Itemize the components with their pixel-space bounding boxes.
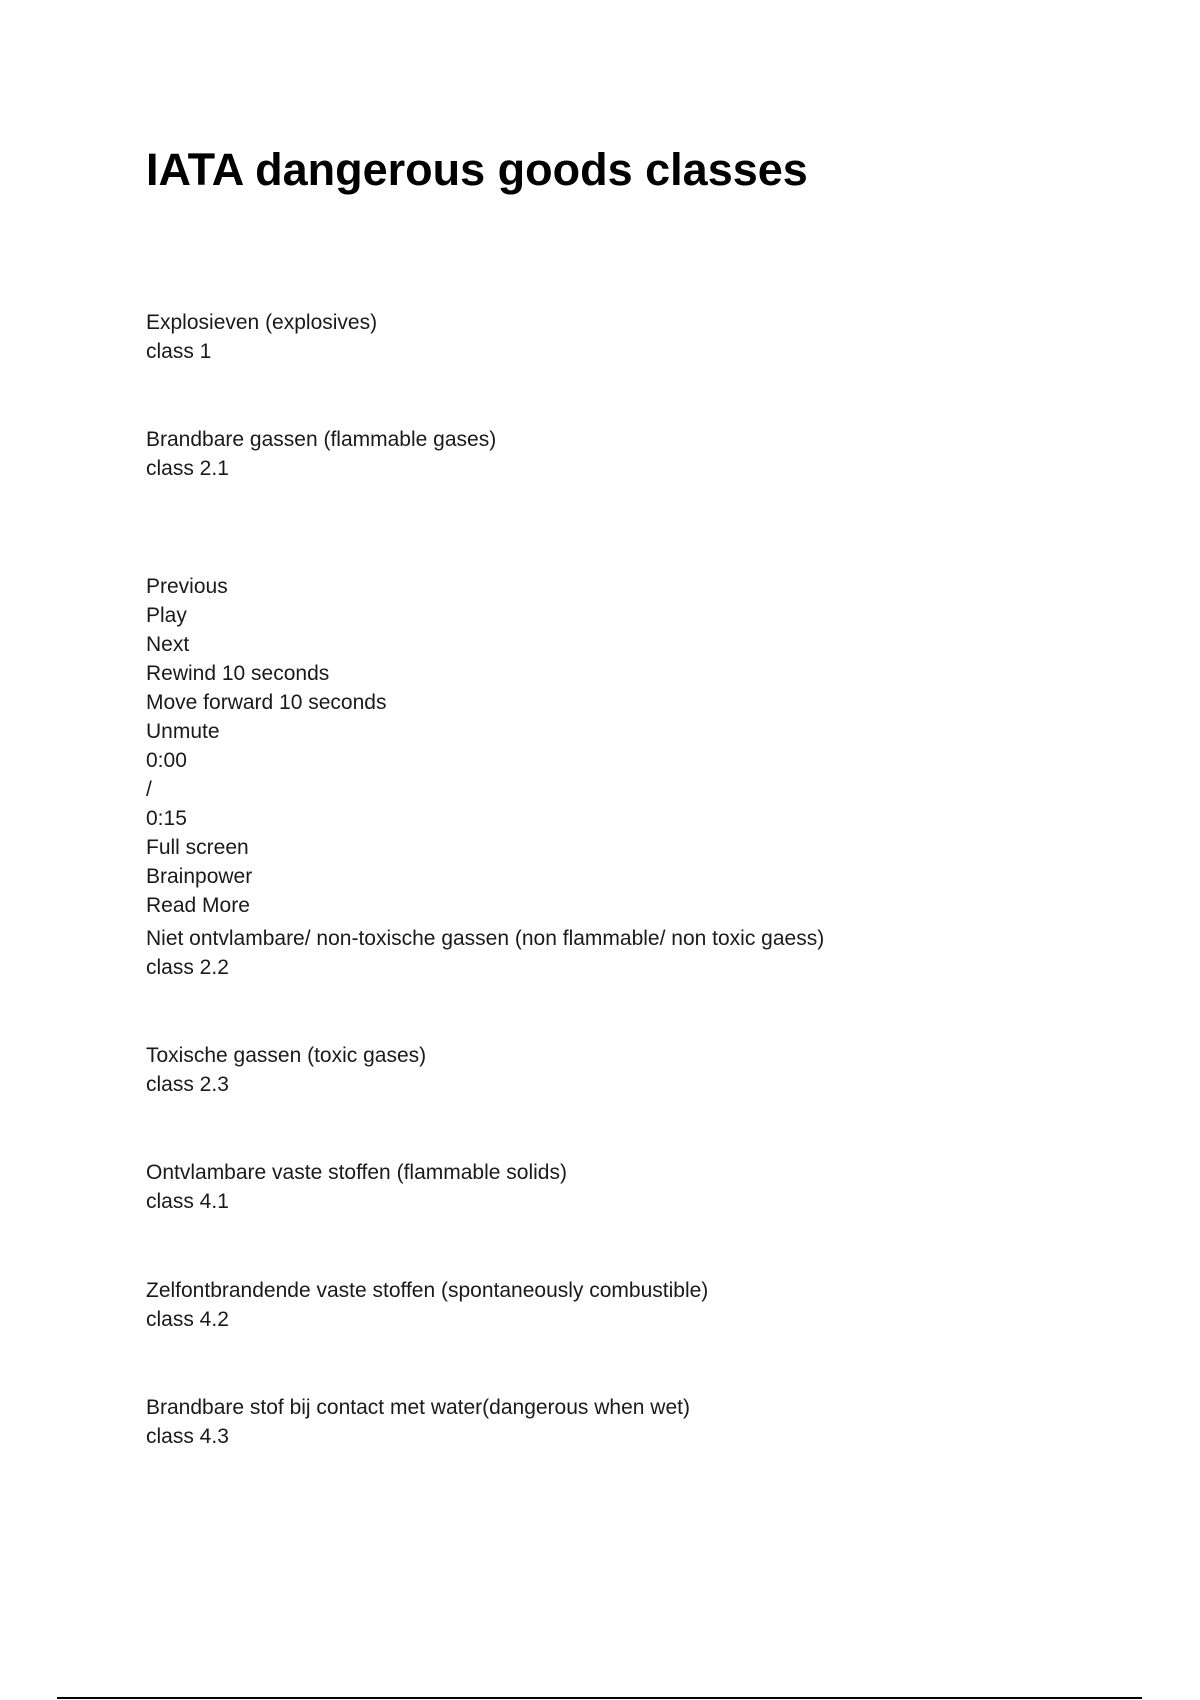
class-entry-2-3 (146, 1041, 426, 1099)
class-name: Ontvlambare vaste stoffen (flammable solids) (146, 1161, 567, 1184)
unmute-button[interactable]: Unmute (146, 720, 220, 743)
previous-button[interactable]: Previous (146, 575, 228, 598)
read-more-link[interactable]: Read More (146, 894, 250, 917)
forward-button[interactable]: Move forward 10 seconds (146, 691, 387, 714)
class-entry-1 (146, 308, 377, 366)
class-label: class 2.1 (146, 457, 229, 480)
brand-link[interactable]: Brainpower (146, 865, 253, 888)
class-label: class 2.3 (146, 1073, 229, 1096)
footer-divider (57, 1697, 1142, 1699)
current-time: 0:00 (146, 749, 187, 772)
time-separator: / (146, 778, 152, 801)
class-entry-4-1 (146, 1158, 567, 1216)
video-player-controls (146, 572, 386, 920)
class-name: Brandbare stof bij contact met water(dangerous when wet) (146, 1396, 690, 1419)
rewind-button[interactable]: Rewind 10 seconds (146, 662, 330, 685)
play-button[interactable]: Play (146, 604, 187, 627)
page-title: IATA dangerous goods classes (146, 144, 808, 195)
class-label: class 4.2 (146, 1308, 229, 1331)
class-label: class 4.1 (146, 1190, 229, 1213)
class-entry-4-3 (146, 1393, 690, 1451)
class-name: Toxische gassen (toxic gases) (146, 1044, 427, 1067)
class-label: class 4.3 (146, 1425, 229, 1448)
class-name: Brandbare gassen (flammable gases) (146, 428, 497, 451)
class-label: class 2.2 (146, 956, 229, 979)
class-name: Explosieven (explosives) (146, 311, 378, 334)
class-label: class 1 (146, 340, 212, 363)
class-entry-2-2 (146, 924, 824, 982)
duration: 0:15 (146, 807, 187, 830)
next-button[interactable]: Next (146, 633, 190, 656)
class-name: Zelfontbrandende vaste stoffen (spontaneously combustible) (146, 1279, 709, 1302)
fullscreen-button[interactable]: Full screen (146, 836, 249, 859)
class-entry-4-2 (146, 1276, 708, 1334)
class-name: Niet ontvlambare/ non-toxische gassen (non flammable/ non toxic gaess) (146, 927, 825, 950)
class-entry-2-1 (146, 425, 496, 483)
